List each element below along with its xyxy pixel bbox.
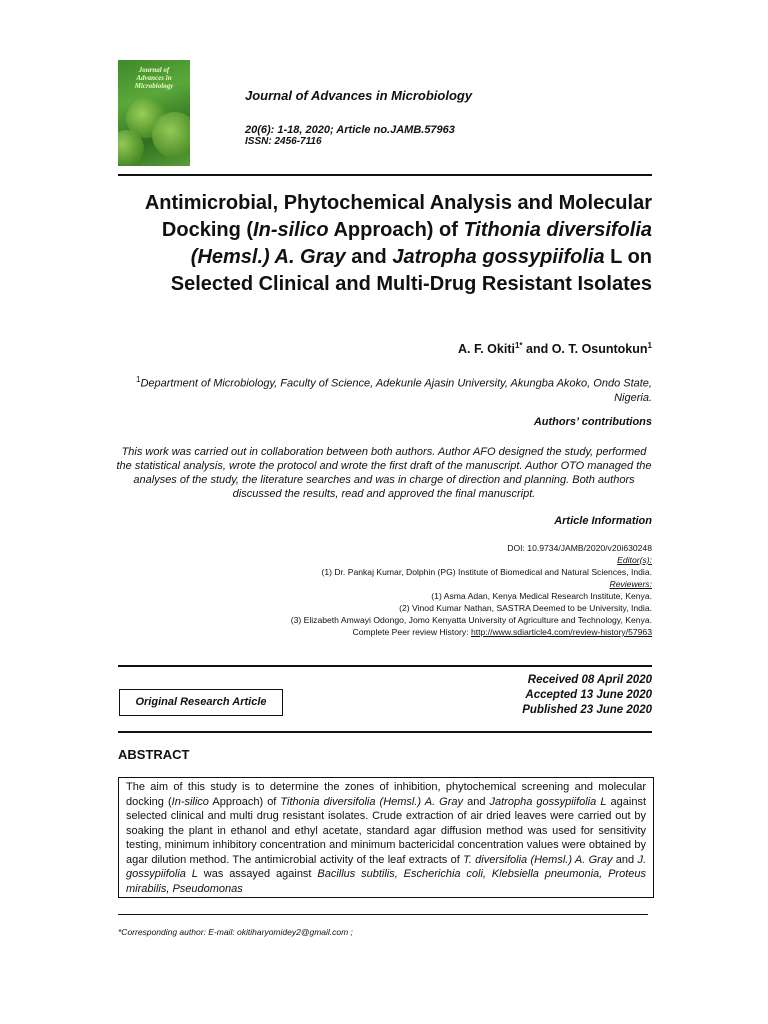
accepted-date: Accepted 13 June 2020 [525, 689, 652, 701]
journal-issn: ISSN: 2456-7116 [245, 136, 322, 147]
peer-review-history: Complete Peer review History: http://www.sdiarticle4.com/review-history/57963 [352, 627, 652, 637]
journal-issue: 20(6): 1-18, 2020; Article no.JAMB.57963 [245, 124, 455, 136]
contributions-text: This work was carried out in collaboration between both authors. Author AFO designed the study, performed the statistical analysis, wrote the protocol and wrote the first draft of the manuscript. Author OTO managed the analyses of the study, the literature searches and was in charge of direction and planning. Both authors discussed the results, read and approved the final manuscript. [116, 446, 652, 500]
doi: DOI: 10.9734/JAMB/2020/v20i630248 [507, 543, 652, 553]
editors-label: Editor(s): [617, 555, 652, 565]
footnote-divider [118, 914, 648, 915]
article-info [200, 542, 652, 638]
reviewer-1: (1) Asma Adan, Kenya Medical Research Institute, Kenya. [431, 591, 652, 601]
journal-name: Journal of Advances in Microbiology [245, 88, 473, 103]
article-info-heading: Article Information [554, 515, 652, 527]
author-list: A. F. Okiti$^{1*}$ and O. T. Osuntokun$^1$ [458, 341, 652, 357]
journal-cover-title: Journal of Advances in Microbiology [134, 66, 174, 90]
reviewer-3: (3) Elizabeth Amwayi Odongo, Jomo Kenyatta University of Agriculture and Technology, Kenya. [290, 615, 652, 625]
abstract-divider [118, 731, 652, 733]
published-date: Published 23 June 2020 [522, 704, 652, 716]
abstract-text: The aim of this study is to determine the zones of inhibition, phytochemical screening and molecular docking (In-silico Approach) of Tithonia diversifolia (Hemsl.) A. Gray and Jatropha gossypiifolia L against selected clinical and multi drug resistant isolates. Crude extraction of air dried leaves were carried out by soaking the plant in ethanol and ethyl acetate, standard agar diffusion method was used for sensitivity testing, minimum inhibitory concentration and minimum bactericidal concentration values were obtained by agar dilution method. The antimicrobial activity of the leaf extracts of T. diversifolia (Hemsl.) A. Gray and J. gossypiifolia L was assayed against Bacillus subtilis, Escherichia coli, Klebsiella pneumonia, Proteus mirabilis, Pseudomonas [118, 777, 654, 898]
author-affiliation: $^1$Department of Microbiology, Faculty of Science, Adekunle Ajasin University, Akungba Akoko, Ondo State, Nigeria. [135, 375, 652, 404]
editor-1: (1) Dr. Pankaj Kumar, Dolphin (PG) Institute of Biomedical and Natural Sciences, India. [321, 567, 652, 577]
journal-cover-image [118, 60, 190, 166]
received-date: Received 08 April 2020 [527, 674, 652, 686]
reviewer-2: (2) Vinod Kumar Nathan, SASTRA Deemed to be University, India. [399, 603, 652, 613]
article-type-badge: Original Research Article [119, 689, 283, 716]
peer-review-link[interactable]: http://www.sdiarticle4.com/review-history/57963 [470, 627, 652, 637]
article-dates [400, 673, 652, 718]
corresponding-author-footnote: *Corresponding author: E-mail: okitiharyomidey2@gmail.com ; [118, 927, 353, 937]
header-divider [118, 174, 652, 176]
article-title: Antimicrobial, Phytochemical Analysis and Molecular Docking (In-silico Approach) of Tithonia diversifolia (Hemsl.) A. Gray and Jatropha gossypiifolia L on Selected Clinical and Multi-Drug Resistant Isolates [144, 192, 652, 295]
reviewers-label: Reviewers: [609, 579, 652, 589]
abstract-heading: ABSTRACT [118, 747, 190, 762]
contributions-heading: Authors’ contributions [533, 416, 652, 428]
info-divider [118, 665, 652, 667]
